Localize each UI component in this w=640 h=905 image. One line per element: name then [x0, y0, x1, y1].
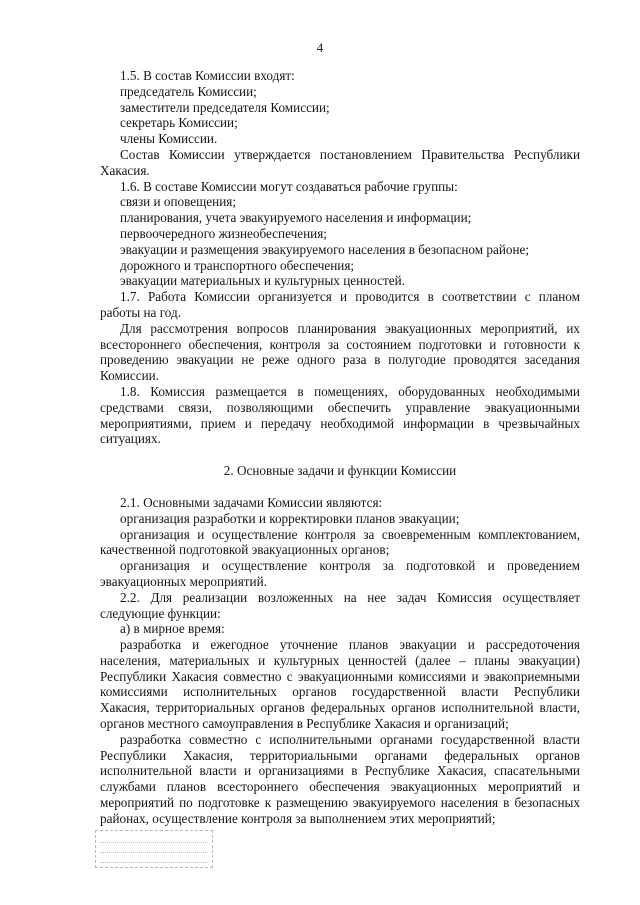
- text-line: Состав Комиссии утверждается постановлением Правительства Республики: [120, 146, 580, 162]
- text-line: 1.5. В состав Комиссии входят:: [120, 68, 295, 83]
- text-line: Хакасия, территориальных органов федеральных органов исполнительной власти,: [100, 700, 580, 716]
- text-line: эвакуационных мероприятий.: [100, 573, 267, 589]
- document-body: [100, 68, 580, 827]
- text-line: следующие функции:: [100, 605, 221, 621]
- text-line: 2.2. Для реализации возложенных на нее задач Комиссия осуществляет: [120, 589, 580, 605]
- text-line: качественной подготовкой эвакуационных органов;: [100, 542, 390, 558]
- text-line: проведению эвакуации не реже одного раза в полугодие проводятся заседания: [100, 352, 580, 368]
- text-line: первоочередного жизнеобеспечения;: [120, 225, 327, 241]
- text-line: исполнительной власти и организациями в Республике Хакасия, спасательными: [100, 763, 580, 779]
- text-line: 2.1. Основными задачами Комиссии являются:: [120, 494, 383, 510]
- text-line: населения, материальных и культурных ценностей (далее – планы эвакуации): [100, 652, 580, 668]
- text-line: эвакуации материальных и культурных ценностей.: [120, 273, 405, 289]
- text-line: работы на год.: [100, 304, 182, 320]
- text-line: члены Комиссии.: [120, 131, 218, 147]
- section-heading: 2. Основные задачи и функции Комиссии: [223, 463, 457, 479]
- text-line: Хакасия.: [100, 162, 150, 178]
- text-line: Для рассмотрения вопросов планирования эвакуационных мероприятий, их: [120, 320, 580, 336]
- page-number: 4: [316, 40, 324, 55]
- text-line: всестороннего обеспечения, контроля за состоянием подготовки и готовности к: [100, 336, 580, 352]
- text-line: 1.6. В составе Комиссии могут создаваться рабочие группы:: [120, 178, 458, 194]
- section-1-paragraphs: [100, 68, 580, 447]
- text-line: организация разработки и корректировки планов эвакуации;: [120, 510, 460, 526]
- text-line: комиссиями исполнительных органов государственной власти Республики: [100, 684, 580, 700]
- text-line: 1.8. Комиссия размещается в помещениях, оборудованных необходимыми: [120, 383, 580, 399]
- text-line: разработка и ежегодное уточнение планов эвакуации и рассредоточения: [120, 637, 580, 653]
- text-line: эвакуации и размещения эвакуируемого населения в безопасном районе;: [120, 241, 530, 257]
- text-line: заместители председателя Комиссии;: [120, 99, 330, 115]
- text-line: 1.7. Работа Комиссии организуется и проводится в соответствии с планом: [120, 289, 580, 305]
- text-line: планирования, учета эвакуируемого населения и информации;: [120, 210, 472, 226]
- text-line: секретарь Комиссии;: [120, 115, 238, 131]
- text-line: связи и оповещения;: [120, 194, 236, 210]
- text-line: организация и осуществление контроля за своевременным комплектованием,: [120, 526, 580, 542]
- text-line: организация и осуществление контроля за подготовкой и проведением: [120, 558, 580, 574]
- section-2-paragraphs: [100, 495, 580, 827]
- text-line: а) в мирное время:: [120, 621, 225, 637]
- text-line: председатель Комиссии;: [120, 83, 257, 99]
- text-line: ситуациях.: [100, 431, 161, 447]
- text-line: районах, осуществление контроля за выполнением этих мероприятий;: [100, 810, 496, 826]
- text-line: разработка совместно с исполнительными органами государственной власти: [120, 731, 580, 747]
- text-line: средствами связи, позволяющими обеспечить управление эвакуационными: [100, 399, 580, 415]
- text-line: Республики Хакасия, территориальными органами федеральных органов: [100, 747, 580, 763]
- document-stamp-icon: [95, 830, 213, 868]
- text-line: Республики Хакасия совместно с эвакуационными комиссиями и эвакоприемными: [100, 668, 580, 684]
- text-line: органов местного самоуправления в Республике Хакасия и организаций;: [100, 716, 509, 732]
- text-line: мероприятий по подготовке к размещению эвакуируемого населения в безопасных: [100, 795, 580, 811]
- text-line: Комиссии.: [100, 368, 160, 384]
- text-line: службами планов всестороннего обеспечения эвакуационных мероприятий и: [100, 779, 580, 795]
- text-line: мероприятиями, прием и передачу необходимой информации в чрезвычайных: [100, 415, 580, 431]
- text-line: дорожного и транспортного обеспечения;: [120, 257, 355, 273]
